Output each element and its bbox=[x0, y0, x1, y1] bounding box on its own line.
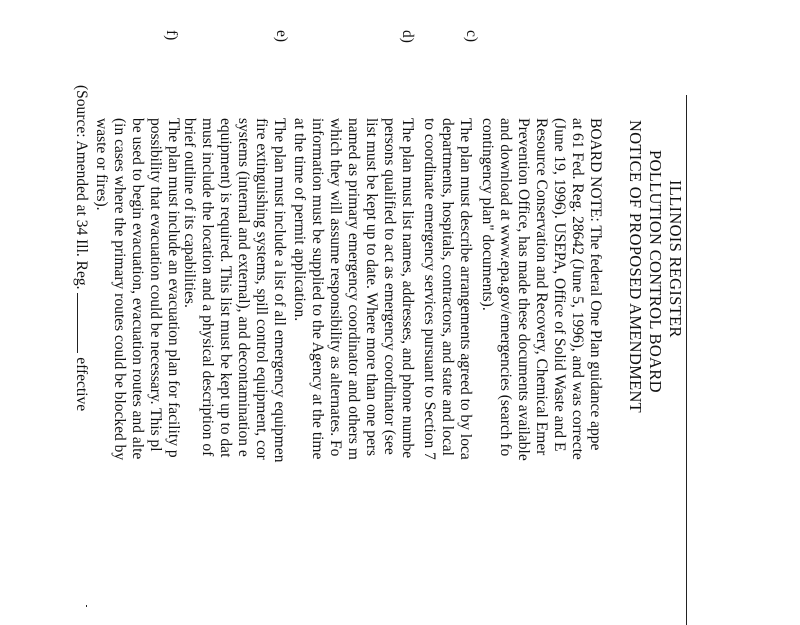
section-e-line: systems (internal and external), and decontamination e bbox=[235, 118, 252, 457]
board-note-line: contingency plan" documents). bbox=[479, 118, 496, 311]
section-d-line: persons qualified to act as emergency coordinator (see bbox=[381, 118, 398, 455]
section-d-line: named as primary emergency coordinator and others m bbox=[345, 118, 362, 460]
section-label-c: c) bbox=[463, 30, 480, 43]
section-f-line: waste or fires). bbox=[93, 118, 110, 211]
board-note-line: at 61 Fed. Reg. 28642 (June 5, 1996), and was correcte bbox=[569, 118, 586, 460]
section-f-line: The plan must include an evacuation plan for facility p bbox=[165, 118, 182, 458]
source-prefix: (Source: Amended at 34 Ill. Reg. bbox=[73, 85, 90, 290]
register-title: ILLINOIS REGISTER bbox=[666, 180, 685, 338]
board-note-line: BOARD NOTE: The federal One Plan guidance appe bbox=[587, 118, 604, 451]
board-note-line: Prevention Office, has made these documents available bbox=[515, 118, 532, 461]
section-e-line: must include the location and a physical description of bbox=[199, 118, 216, 457]
margin-mark bbox=[86, 605, 87, 607]
section-d-line: information must be supplied to the Agency at the time bbox=[309, 118, 326, 460]
register-page-blank bbox=[77, 293, 90, 353]
source-suffix: effective bbox=[73, 357, 90, 412]
section-d-line: at the time of permit application. bbox=[291, 118, 308, 322]
board-note-line: Resource Conservation and Recovery, Chemical Emer bbox=[533, 118, 550, 456]
header-rule bbox=[686, 95, 687, 625]
section-c-line: departments, hospitals, contractors, and state and local bbox=[439, 118, 456, 456]
section-label-f: f) bbox=[163, 30, 180, 41]
section-label-d: d) bbox=[399, 30, 416, 43]
section-e-line: equipment) is required. This list must be kept up to dat bbox=[217, 118, 234, 458]
notice-title: NOTICE OF PROPOSED AMENDMENT bbox=[626, 120, 645, 414]
section-e-line: The plan must include a list of all emergency equipmen bbox=[271, 118, 288, 463]
section-f-line: (in cases where the primary routes could be blocked by bbox=[111, 118, 128, 461]
board-title: POLLUTION CONTROL BOARD bbox=[646, 150, 665, 393]
section-c-line: The plan must describe arrangements agreed to by loca bbox=[457, 118, 474, 460]
section-c-line: to coordinate emergency services pursuant to Section 7 bbox=[421, 118, 438, 460]
section-label-e: e) bbox=[273, 30, 290, 43]
section-f-line: possibility that evacuation could be necessary. This pl bbox=[147, 118, 164, 452]
section-f-line: be used to begin evacuation, evacuation routes and alte bbox=[129, 118, 146, 460]
section-e-line: brief outline of its capabilities. bbox=[181, 118, 198, 308]
board-note-line: (June 19, 1996). USEPA, Office of Solid Waste and E bbox=[551, 118, 568, 452]
source-line bbox=[73, 85, 90, 411]
section-d-line: The plan must list names, addresses, and phone numbe bbox=[399, 118, 416, 459]
section-d-line: which they will assume responsibility as alternates. Fo bbox=[327, 118, 344, 457]
board-note-line: and download at www.epa.gov/emergencies (search fo bbox=[497, 118, 514, 457]
section-e-line: fire extinguishing systems, spill control equipment, cor bbox=[253, 118, 270, 460]
section-d-line: list must be kept up to date. Where more than one pers bbox=[363, 118, 380, 457]
